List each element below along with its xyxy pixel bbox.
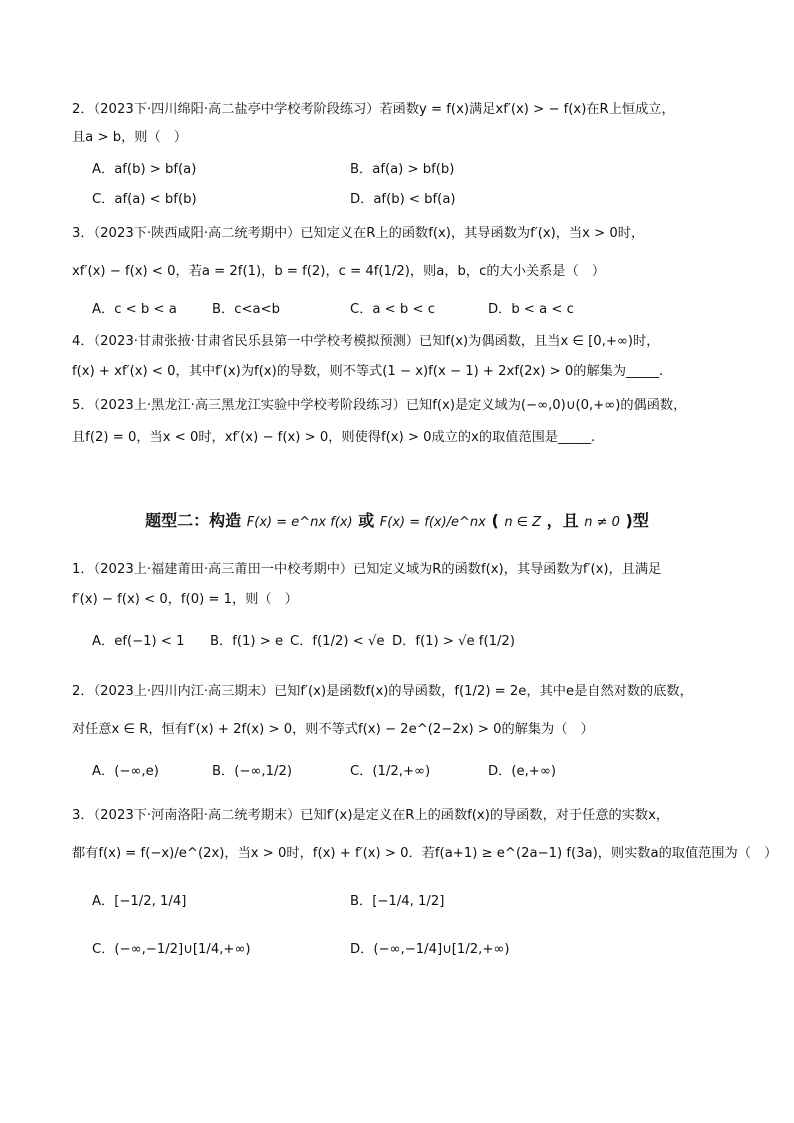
section-title-formula-2: F(x) = f(x)/e^nx xyxy=(379,515,486,530)
q3-option-a: A．c < b < a xyxy=(92,302,177,317)
s2-q1-option-a: A．ef(−1) < 1 xyxy=(92,634,185,649)
s2-q2-option-a: A．(−∞,e) xyxy=(92,764,159,779)
q3-option-b: B．c<a<b xyxy=(212,302,281,317)
q2-option-a: A．af(b) > bf(a) xyxy=(92,162,197,177)
s2-q3-line-1: 3．（2023下·河南洛阳·高二统考期末）已知f′(x)是定义在R上的函数f(x)的导函数，对于任意的实数x， xyxy=(72,808,670,823)
q5-line-2: 且f(2) = 0，当x < 0时，xf′(x) − f(x) > 0，则使得f(x) > 0成立的x的取值范围是_____. xyxy=(72,430,596,445)
s2-q2-option-d: D．(e,+∞) xyxy=(488,764,556,779)
section-title-and: ，且 xyxy=(546,511,579,530)
s2-q1-line-1: 1．（2023上·福建莆田·高三莆田一中校考期中）已知定义域为R的函数f(x)，其导函数为f′(x)，且满足 xyxy=(72,562,662,577)
section-title-or: 或 xyxy=(358,511,375,530)
q5-line-1: 5．（2023上·黑龙江·高三黑龙江实验中学校考阶段练习）已知f(x)是定义域为(−∞,0)∪(0,+∞)的偶函数， xyxy=(72,398,687,413)
s2-q3-option-c: C．(−∞,−1/2]∪[1/4,+∞) xyxy=(92,942,251,957)
s2-q1-option-d: D．f(1) > √e f(1/2) xyxy=(392,634,515,649)
section-title-formula-1: F(x) = e^nx f(x) xyxy=(246,515,353,530)
s2-q3-line-2: 都有f(x) = f(−x)/e^(2x)，当x > 0时，f(x) + f′(x) > 0．若f(a+1) ≥ e^(2a−1) f(3a)，则实数a的取值范围为（ ） xyxy=(72,846,778,861)
s2-q2-line-2: 对任意x ∈ R，恒有f′(x) + 2f(x) > 0，则不等式f(x) − 2e^(2−2x) > 0的解集为（ ） xyxy=(72,722,594,737)
q2-option-d: D．af(b) < bf(a) xyxy=(350,192,456,207)
q2-line-1: 2．（2023下·四川绵阳·高二盐亭中学校考阶段练习）若函数y = f(x)满足xf′(x) > − f(x)在R上恒成立， xyxy=(72,102,675,117)
s2-q3-option-a: A．[−1/2, 1/4] xyxy=(92,894,187,909)
q3-line-1: 3．（2023下·陕西咸阳·高二统考期中）已知定义在R上的函数f(x)，其导函数为f′(x)，当x > 0时， xyxy=(72,226,645,241)
s2-q1-option-c: C．f(1/2) < √e xyxy=(290,634,385,649)
section-title-paren: ( xyxy=(491,511,499,530)
section-title-condition-2: n ≠ 0 xyxy=(584,515,620,530)
q2-option-c: C．af(a) < bf(b) xyxy=(92,192,197,207)
s2-q2-line-1: 2．（2023上·四川内江·高三期末）已知f′(x)是函数f(x)的导函数，f(1/2) = 2e，其中e是自然对数的底数， xyxy=(72,684,693,699)
q2-line-2: 且a > b，则（ ） xyxy=(72,130,188,145)
q4-line-1: 4．（2023·甘肃张掖·甘肃省民乐县第一中学校考模拟预测）已知f(x)为偶函数，且当x ∈ [0,+∞)时， xyxy=(72,334,660,349)
section-title xyxy=(0,508,794,531)
s2-q1-line-2: f′(x) − f(x) < 0，f(0) = 1，则（ ） xyxy=(72,592,298,607)
s2-q2-option-b: B．(−∞,1/2) xyxy=(212,764,292,779)
q3-option-c: C．a < b < c xyxy=(350,302,435,317)
s2-q3-option-d: D．(−∞,−1/4]∪[1/2,+∞) xyxy=(350,942,510,957)
s2-q1-option-b: B．f(1) > e xyxy=(210,634,284,649)
q2-option-b: B．af(a) > bf(b) xyxy=(350,162,455,177)
s2-q2-option-c: C．(1/2,+∞) xyxy=(350,764,431,779)
q4-line-2: f(x) + xf′(x) < 0，其中f′(x)为f(x)的导数，则不等式(1 − x)f(x − 1) + 2xf(2x) > 0的解集为_____. xyxy=(72,364,664,379)
s2-q3-option-b: B．[−1/4, 1/2] xyxy=(350,894,445,909)
section-title-suffix: )型 xyxy=(625,511,649,530)
section-title-prefix: 题型二：构造 xyxy=(145,511,242,530)
q3-line-2: xf′(x) − f(x) < 0，若a = 2f(1)，b = f(2)，c = 4f(1/2)，则a，b，c的大小关系是（ ） xyxy=(72,264,606,279)
section-title-condition-1: n ∈ Z xyxy=(504,515,542,530)
q3-option-d: D．b < a < c xyxy=(488,302,574,317)
